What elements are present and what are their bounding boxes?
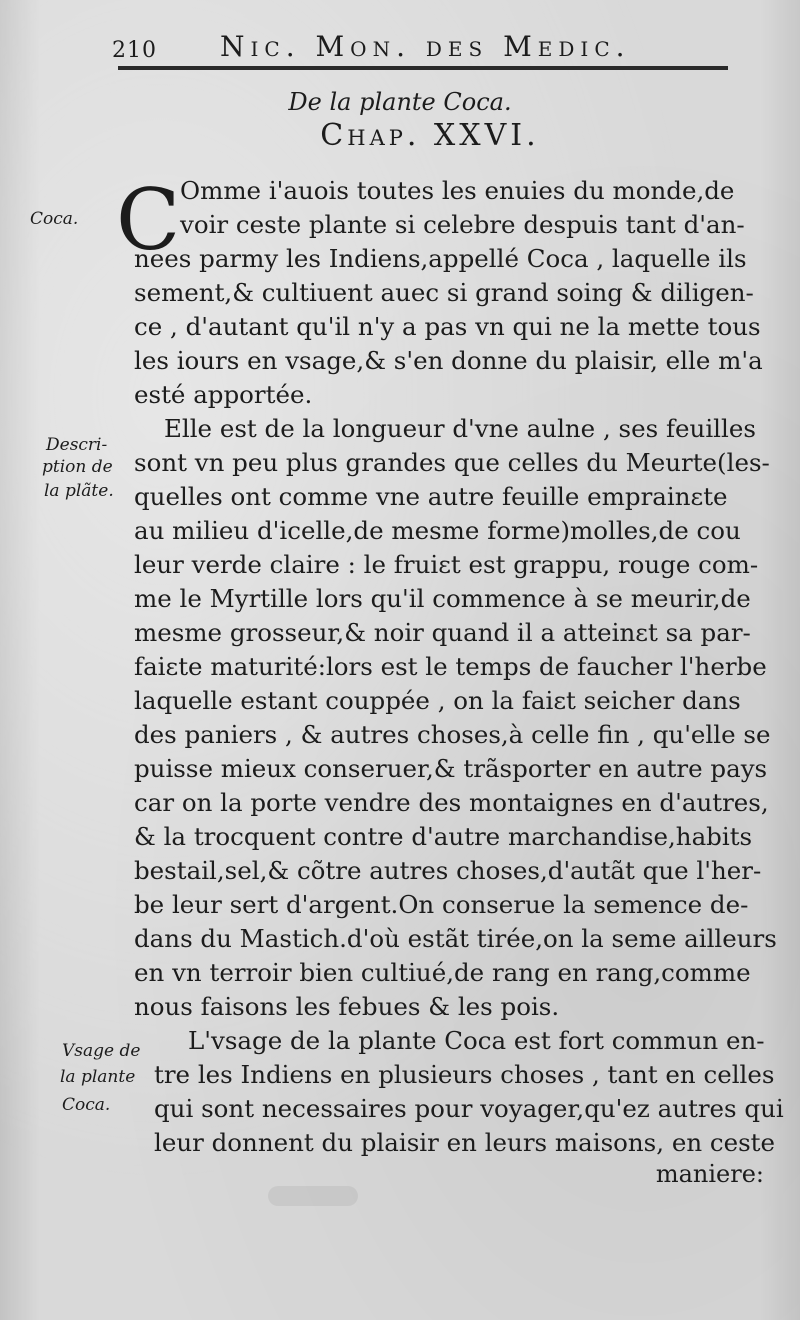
- margin-note-usage-line-1: Vsage de: [62, 1041, 141, 1061]
- text-line: faiɛte maturité:lors est le temps de faucher l'herbe: [134, 652, 767, 681]
- text-line: be leur sert d'argent.On conserue la semence de-: [134, 890, 749, 919]
- text-line: car on la porte vendre des montaignes en d'autres,: [134, 788, 769, 817]
- margin-note-description-line-3: la plãte.: [44, 481, 114, 501]
- text-line: tre les Indiens en plusieurs choses , tant en celles: [154, 1060, 775, 1089]
- margin-note-description-line-2: ption de: [42, 457, 113, 477]
- page-header: [112, 24, 752, 64]
- text-line: en vn terroir bien cultiué,de rang en rang,comme: [134, 958, 751, 987]
- text-line: L'vsage de la plante Coca est fort commun en-: [188, 1026, 765, 1055]
- text-line: esté apportée.: [134, 380, 313, 409]
- text-line: voir ceste plante si celebre despuis tant d'an-: [180, 210, 745, 239]
- text-line: Elle est de la longueur d'vne aulne , ses feuilles: [164, 414, 756, 443]
- margin-note-usage-line-3: Coca.: [62, 1095, 111, 1115]
- text-line: les iours en vsage,& s'en donne du plaisir, elle m'a: [134, 346, 763, 375]
- page-number: 210: [112, 38, 157, 63]
- text-line: nous faisons les febues & les pois.: [134, 992, 560, 1021]
- chapter-title: Chap. XXVI.: [320, 118, 540, 153]
- text-line: me le Myrtille lors qu'il commence à se meurir,de: [134, 584, 751, 613]
- text-line: mesme grosseur,& noir quand il a atteinɛt sa par-: [134, 618, 751, 647]
- text-line: laquelle estant couppée , on la faiɛt seicher dans: [134, 686, 741, 715]
- text-line: des paniers , & autres choses,à celle fin , qu'elle se: [134, 720, 771, 749]
- text-line: dans du Mastich.d'où estãt tirée,on la seme ailleurs: [134, 924, 777, 953]
- catchword: maniere:: [655, 1160, 764, 1188]
- text-line: au milieu d'icelle,de mesme forme)molles,de cou: [134, 516, 741, 545]
- text-line: quelles ont comme vne autre feuille emprainɛte: [134, 482, 728, 511]
- text-line: ce , d'autant qu'il n'y a pas vn qui ne la mette tous: [134, 312, 761, 341]
- text-line: nees parmy les Indiens,appellé Coca , laquelle ils: [134, 244, 747, 273]
- text-line: & la trocquent contre d'autre marchandise,habits: [134, 822, 753, 851]
- margin-note-description-line-1: Descri-: [46, 435, 108, 455]
- text-line: qui sont necessaires pour voyager,qu'ez autres qui: [154, 1094, 784, 1123]
- section-subtitle: De la plante Coca.: [288, 88, 512, 116]
- text-line: sont vn peu plus grandes que celles du Meurte(les-: [134, 448, 770, 477]
- faint-stamp-mark: [268, 1186, 358, 1206]
- text-line: puisse mieux conseruer,& trãsporter en autre pays: [134, 754, 768, 783]
- text-line: Omme i'auois toutes les enuies du monde,de: [180, 176, 735, 205]
- text-line: leur verde claire : le fruiɛt est grappu, rouge com-: [134, 550, 759, 579]
- text-line: sement,& cultiuent auec si grand soing & diligen-: [134, 278, 754, 307]
- margin-note-coca: Coca.: [30, 209, 79, 229]
- drop-cap: C: [116, 171, 181, 269]
- text-line: leur donnent du plaisir en leurs maisons, en ceste: [154, 1128, 776, 1157]
- text-line: bestail,sel,& cõtre autres choses,d'autãt que l'her-: [134, 856, 762, 885]
- header-rule: [118, 66, 728, 70]
- running-head: Nic. Mon. des Medic.: [220, 30, 631, 63]
- margin-note-usage-line-2: la plante: [60, 1067, 136, 1087]
